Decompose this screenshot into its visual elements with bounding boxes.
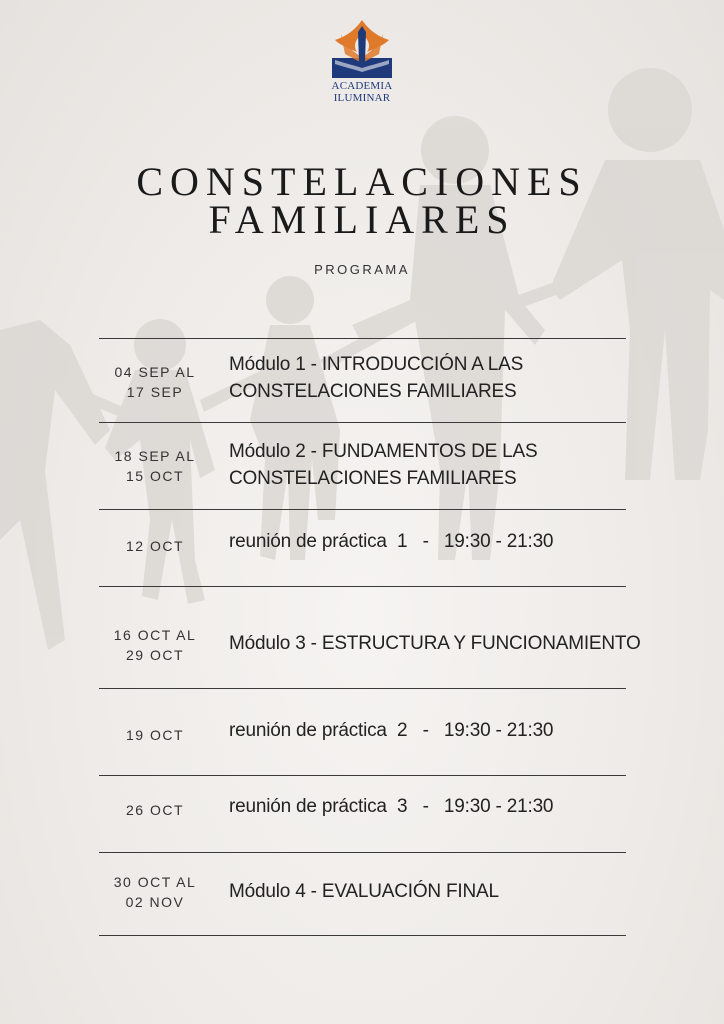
row-date-line1: 16 OCT AL	[113, 627, 197, 643]
row-description: Módulo 4 - EVALUACIÓN FINAL	[229, 881, 499, 902]
page-title-line2: FAMILIARES	[208, 197, 516, 242]
row-date: 26 OCT	[125, 802, 184, 818]
page-title-line1: CONSTELACIONES	[136, 159, 588, 204]
divider-line	[99, 338, 626, 339]
divider-line	[99, 935, 626, 936]
logo-text-line1: ACADEMIA	[331, 80, 393, 92]
row-date-line2: 15 OCT	[125, 468, 184, 484]
row-description: reunión de práctica 2 - 19:30 - 21:30	[229, 720, 554, 741]
row-date: 19 OCT	[125, 727, 184, 743]
row-date-line2: 29 OCT	[125, 647, 184, 663]
divider-line	[99, 509, 626, 510]
logo-text-line2: ILUMINAR	[333, 92, 391, 104]
row-description: reunión de práctica 3 - 19:30 - 21:30	[229, 796, 554, 817]
divider-line	[99, 422, 626, 423]
row-description: Módulo 3 - ESTRUCTURA Y FUNCIONAMIENTO	[229, 633, 641, 654]
academia-iluminar-logo	[322, 18, 402, 108]
divider-line	[99, 775, 626, 776]
row-description-line2: CONSTELACIONES FAMILIARES	[229, 468, 517, 489]
row-date-line2: 02 NOV	[125, 894, 185, 910]
divider-line	[99, 852, 626, 853]
divider-line	[99, 586, 626, 587]
row-description-line1: Módulo 1 - INTRODUCCIÓN A LAS	[229, 354, 524, 375]
row-date-line1: 18 SEP AL	[114, 448, 196, 464]
row-date-line2: 17 SEP	[126, 384, 184, 400]
flame-hands-emblem-icon	[327, 18, 397, 80]
row-date-line1: 04 SEP AL	[114, 364, 196, 380]
row-description: reunión de práctica 1 - 19:30 - 21:30	[229, 531, 554, 552]
row-description-line2: CONSTELACIONES FAMILIARES	[229, 381, 517, 402]
row-description-line1: Módulo 2 - FUNDAMENTOS DE LAS	[229, 441, 538, 462]
page-subtitle: PROGRAMA	[314, 262, 410, 277]
divider-line	[99, 688, 626, 689]
row-date-line1: 30 OCT AL	[113, 874, 197, 890]
row-date: 12 OCT	[125, 538, 184, 554]
